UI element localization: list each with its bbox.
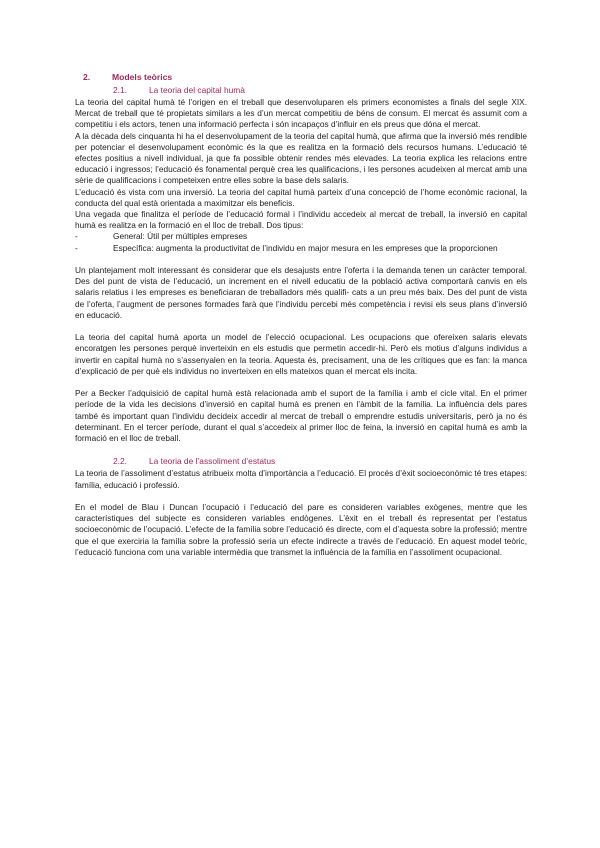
list-marker: - (75, 231, 78, 242)
paragraph: En el model de Blau i Duncan l’ocupació i l’educació del pare es consideren variables exògenes, mentre que les característiques del subjecte es consideren variables endògenes. L’èxit en el treball és representat per l’estatus socioeconòmic de l’ocupació. L’efecte de la família sobre l’educació és directe, com el d’aquesta sobre la professió; mentre que el que exerciria la família sobre la professió seria un efecte indirecte a través de l’educació. En aquest model teòric, l’educació funciona com una variable intermèdia que transmet la influència de la família en l’assoliment ocupacional. (75, 502, 527, 557)
subsection-title: La teoria de l’assoliment d’estatus (149, 456, 276, 467)
list-marker: - (75, 242, 78, 253)
subsection-number: 2.2. (113, 456, 127, 467)
list-item-text: Específica: augmenta la productivitat de l’individu en major mesura en les empreses que la proporcionen (113, 242, 498, 253)
paragraph: La teoria del capital humà aporta un model de l’elecció ocupacional. Les ocupacions que ofereixen salaris elevats encoratgen les persones perquè inverteixin en els estudis que permetin accedir-hi. Però els motius d’alguns individus a invertir en capital humà no s’assenyalen en la teoria. Aquesta és, precisament, una de les crítiques que es fan: la manca d’explicació de per què els individus no inverteixen en ells mateixos quan el mercat els incita. (75, 332, 527, 376)
list-item (75, 231, 527, 242)
subsection-heading-capital-huma (113, 84, 527, 97)
list-item-text: General: Útil per múltiples empreses (113, 231, 248, 242)
paragraph: A la dècada dels cinquanta hi ha el desenvolupament de la teoria del capital humà, que afirma que la inversió més rendible per potenciar el desenvolupament econòmic és la que es realitza en la formació dels recursos humans. L’educació té efectes positius a nivell individual, ja que fa possible obtenir rendes més elevades. La teoria explica les relacions entre educació i ingressos; l’educació és fonamental perquè crea les qualificacions, i les persones acudeixen al mercat amb una sèrie de qualificacions i competeixen entre elles sobre la base dels salaris. (75, 130, 527, 186)
subsection-number: 2.1. (113, 85, 127, 95)
subsection-heading-assoliment-estatus (113, 455, 527, 468)
section-heading-models (83, 71, 527, 84)
list-item (75, 243, 527, 254)
paragraph: Un plantejament molt interessant és considerar que els desajusts entre l’oferta i la demanda tenen un caràcter temporal. Des del punt de vista de l’educació, un increment en el nivell educatiu de la població activa comportarà canvis en els salaris relatius i les empreses es beneficiaran de treballadors més qualifi- cats a un preu més baix. Des del punt de vista de l’oferta, l’augment de persones formades farà que l’individu percebi més competència i revisi els seus plans d’inversió en educació. (75, 265, 527, 320)
paragraph: Una vegada que finalitza el període de l’educació formal i l’individu accedeix al mercat de treball, la inversió en capital humà es realitza en la formació en el lloc de treball. Dos tipus: (75, 209, 527, 231)
subsection-title: La teoria del capital humà (149, 85, 245, 95)
training-types-list (75, 231, 527, 253)
section-number: 2. (83, 72, 91, 82)
paragraph: Per a Becker l’adquisició de capital humà està relacionada amb el suport de la família i amb el cicle vital. En el primer període de la vida les decisions d’inversió en capital humà es prenen en l’àmbit de la família. La influència dels pares també és important quan l’individu decideix accedir al mercat de treball o emprendre estudis universitaris, però ja no és determinant. En el tercer període, durant el qual s’accedeix al primer lloc de feina, la inversió en capital humà es amb la formació en el lloc de treball. (75, 388, 527, 444)
section-title: Models teòrics (112, 72, 173, 82)
paragraph: La teoria de l’assoliment d’estatus atribueix molta d’importància a l’educació. El procés d’èxit socioeconòmic té tres etapes: família, educació i professió. (75, 468, 527, 490)
document-body (75, 71, 527, 558)
paragraph: L’educació és vista com una inversió. La teoria del capital humà parteix d’una concepció de l’home econòmic racional, la conducta del qual està orientada a maximitzar els beneficis. (75, 186, 527, 208)
paragraph: La teoria del capital humà té l’origen en el treball que desenvoluparen els primers economistes a finals del segle XIX. Mercat de treball que té propietats similars a les d’un mercat competitiu de béns de consum. El mercat és assumit com a competitiu i els actors, tenen una informació perfecta i són incapaços d’influir en els preus que dóna el mercat. (75, 97, 527, 130)
